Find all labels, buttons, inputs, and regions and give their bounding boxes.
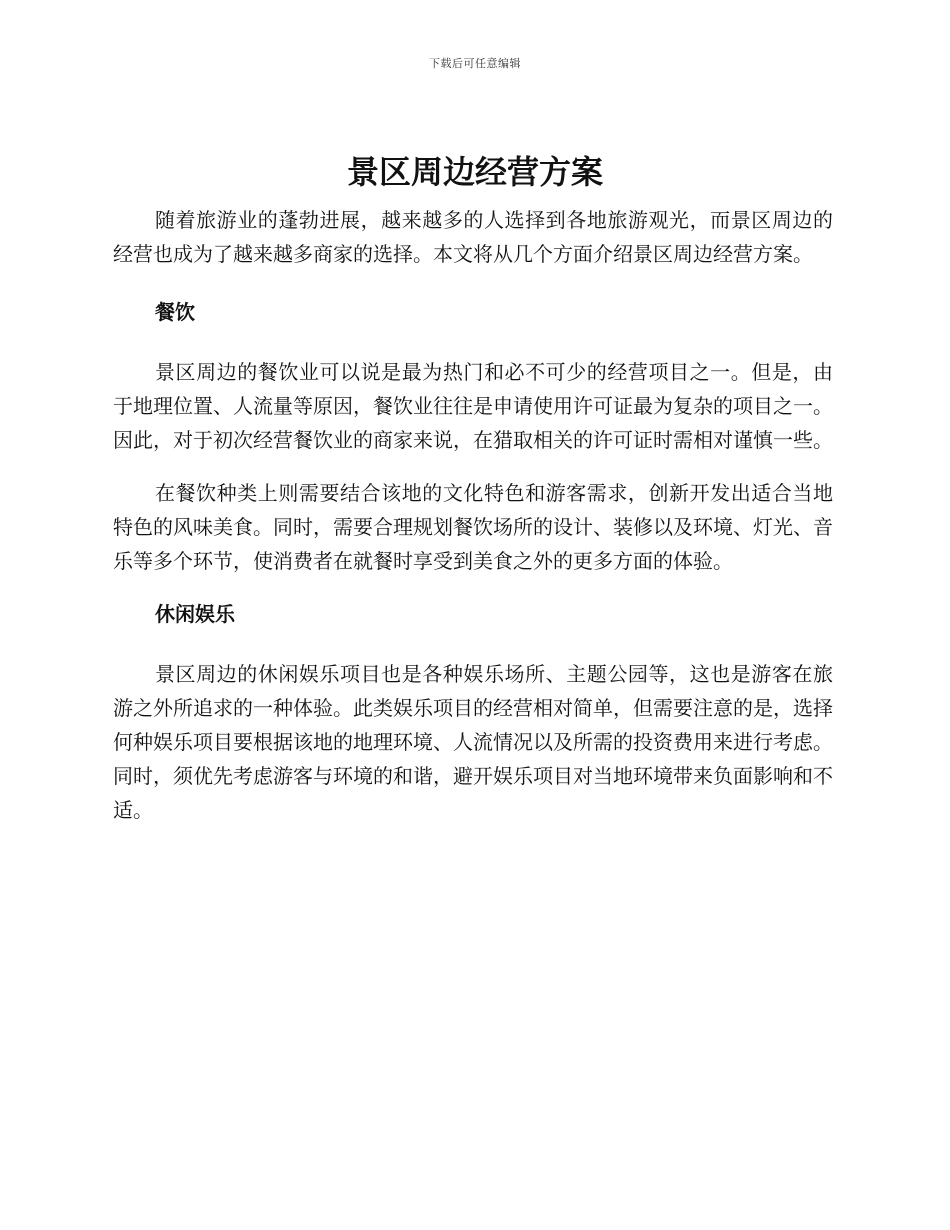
header-note: 下载后可任意编辑 [429,57,521,70]
leisure-paragraph-1: 景区周边的休闲娱乐项目也是各种娱乐场所、主题公园等，这也是游客在旅游之外所追求的一种体验。此类娱乐项目的经营相对简单，但需要注意的是，选择何种娱乐项目要根据该地的地理环境、人流情况以及所需的投资费用来进行考虑。同时，须优先考虑游客与环境的和谐，避开娱乐项目对当地环境带来负面影响和不适。 [113,662,833,822]
document-title: 景区周边经营方案 [346,153,603,191]
section-heading-leisure: 休闲娱乐 [155,602,235,626]
document-body [113,203,833,846]
dining-paragraph-2: 在餐饮种类上则需要结合该地的文化特色和游客需求，创新开发出适合当地特色的风味美食。同时，需要合理规划餐饮场所的设计、装修以及环境、灯光、音乐等多个环节，使消费者在就餐时享受到美食之外的更多方面的体验。 [113,481,833,573]
dining-paragraph-1: 景区周边的餐饮业可以说是最为热门和必不可少的经营项目之一。但是，由于地理位置、人流量等原因，餐饮业往往是申请使用许可证最为复杂的项目之一。因此，对于初次经营餐饮业的商家来说，在猎取相关的许可证时需相对谨慎一些。 [113,360,833,452]
section-heading-dining: 餐饮 [155,300,195,324]
intro-paragraph: 随着旅游业的蓬勃进展，越来越多的人选择到各地旅游观光，而景区周边的经营也成为了越来越多商家的选择。本文将从几个方面介绍景区周边经营方案。 [113,208,833,266]
